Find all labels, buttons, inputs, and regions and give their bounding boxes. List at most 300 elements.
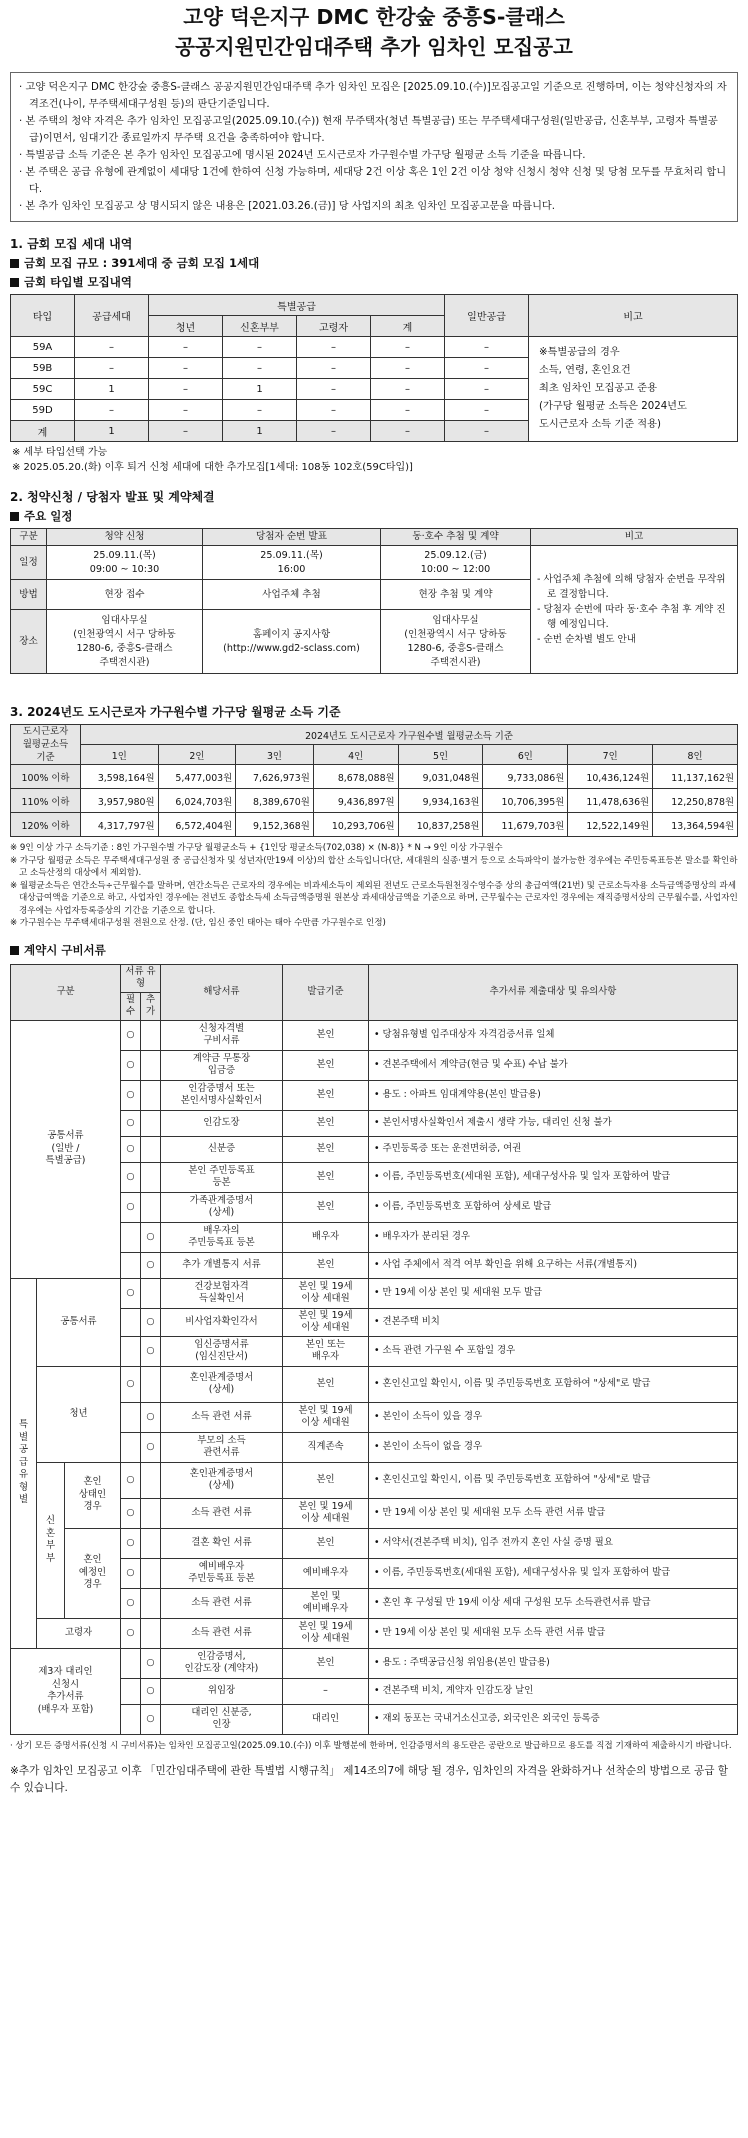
doc-line: 등본 bbox=[212, 1177, 231, 1188]
doc-name bbox=[161, 1402, 283, 1432]
note-line: ※ 가구원수는 무주택세대구성원 전원으로 산정. (단, 임신 중인 태아는 태아 수만큼 가구원수로 인정) bbox=[10, 918, 386, 928]
cell: 11,478,636원 bbox=[568, 789, 653, 813]
group-elderly bbox=[37, 1618, 121, 1648]
additional-mark: ○ bbox=[141, 1678, 161, 1704]
additional-mark bbox=[141, 1366, 161, 1402]
group-label: 유 bbox=[18, 1469, 29, 1481]
additional-mark bbox=[141, 1192, 161, 1222]
required-mark bbox=[121, 1704, 141, 1734]
doc-line: 소득 관련 서류 bbox=[191, 1410, 252, 1422]
issuer bbox=[283, 1020, 369, 1050]
doc-line: 인감증명서, bbox=[197, 1650, 246, 1662]
doc-line: 부모의 소득 bbox=[197, 1434, 246, 1446]
doc-name bbox=[161, 1528, 283, 1558]
corner-line: 월평균소득 bbox=[22, 739, 69, 750]
table-row bbox=[11, 1080, 738, 1110]
additional-mark: ○ bbox=[141, 1704, 161, 1734]
remark-cell bbox=[529, 337, 738, 442]
required-mark bbox=[121, 1308, 141, 1336]
doc-name bbox=[161, 1588, 283, 1618]
doc-note: • 본인서명사실확인서 제출시 생략 가능, 대리인 신청 불가 bbox=[369, 1110, 738, 1136]
issuer-line: – bbox=[323, 1684, 328, 1696]
footnote-text: · 상기 모든 증명서류(신청 시 구비서류)는 임차인 모집공고일(2025.09.10.(수)) 이후 발행분에 한하며, 인감증명서의 용도란은 공란으로 발급하므로 용도를 직접 기재하여 제출하시기 바랍니다. bbox=[10, 1740, 732, 1751]
group-label: 형 bbox=[18, 1481, 29, 1493]
issuer-line: 본인 또는 bbox=[305, 1338, 346, 1350]
additional-mark bbox=[141, 1020, 161, 1050]
cell: 현장 추첨 및 계약 bbox=[381, 580, 531, 610]
group-label: 공 bbox=[18, 1444, 29, 1456]
required-mark: ○ bbox=[121, 1366, 141, 1402]
group-label: 경우 bbox=[83, 1579, 102, 1591]
cell: 10,293,706원 bbox=[313, 813, 398, 837]
doc-line: 주민등록표 등본 bbox=[188, 1573, 255, 1584]
group-engaged bbox=[65, 1528, 121, 1618]
table-row bbox=[11, 1110, 738, 1136]
issuer-line: 이상 세대원 bbox=[301, 1417, 350, 1428]
cell-line: 1280-6, 중흥S-클래스 bbox=[407, 642, 504, 654]
cell: 계 bbox=[11, 421, 75, 442]
cell bbox=[203, 610, 381, 674]
col-announce: 당첨자 순번 발표 bbox=[203, 529, 381, 546]
cell: 4,317,797원 bbox=[81, 813, 159, 837]
doc-note: • 혼인신고일 확인시, 이름 및 주민등록번호 포함하여 "상세"로 발급 bbox=[369, 1366, 738, 1402]
required-mark bbox=[121, 1678, 141, 1704]
cell-line: 임대사무실 bbox=[432, 614, 479, 626]
cell: 1 bbox=[223, 379, 297, 400]
required-mark: ○ bbox=[121, 1278, 141, 1308]
remark-line: 도시근로자 소득 기준 적용) bbox=[539, 419, 661, 430]
doc-name bbox=[161, 1618, 283, 1648]
cell: 11,679,703원 bbox=[483, 813, 568, 837]
required-mark bbox=[121, 1222, 141, 1252]
additional-mark: ○ bbox=[141, 1336, 161, 1366]
doc-name bbox=[161, 1110, 283, 1136]
col-persons: 3인 bbox=[236, 745, 314, 765]
remark-line: - 당첨자 순번에 따라 동·호수 추첨 후 계약 진행 예정입니다. bbox=[537, 604, 726, 630]
doc-note: • 혼인신고일 확인시, 이름 및 주민등록번호 포함하여 "상세"로 발급 bbox=[369, 1462, 738, 1498]
remark-line: 최초 임차인 모집공고 준용 bbox=[539, 383, 657, 394]
required-mark bbox=[121, 1252, 141, 1278]
table-row bbox=[11, 1618, 738, 1648]
doc-line: 가족관계증명서 bbox=[189, 1194, 254, 1206]
col-public: 공급세대 bbox=[75, 295, 149, 337]
cell: 59B bbox=[11, 358, 75, 379]
table-row bbox=[11, 789, 738, 813]
doc-line: 신분증 bbox=[207, 1142, 236, 1154]
required-mark: ○ bbox=[121, 1528, 141, 1558]
doc-name bbox=[161, 1336, 283, 1366]
cell: 사업주체 추첨 bbox=[203, 580, 381, 610]
square-bullet-icon bbox=[10, 512, 19, 521]
doc-name bbox=[161, 1432, 283, 1462]
cell: – bbox=[149, 337, 223, 358]
cell: – bbox=[445, 379, 529, 400]
group-shared bbox=[37, 1278, 121, 1366]
cell: 9,733,086원 bbox=[483, 765, 568, 789]
issuer-line: 본인 bbox=[316, 1088, 335, 1100]
col-additional: 추가 bbox=[141, 992, 161, 1020]
col-remark: 비고 bbox=[531, 529, 738, 546]
doc-note: • 용도 : 아파트 임대계약용(본인 발급용) bbox=[369, 1080, 738, 1110]
doc-line: (임신진단서) bbox=[195, 1351, 248, 1362]
doc-line: (상세) bbox=[208, 1384, 235, 1395]
doc-note: • 만 19세 이상 본인 및 세대원 모두 소득 관련 서류 발급 bbox=[369, 1498, 738, 1528]
doc-line: 인감도장 (계약자) bbox=[184, 1663, 259, 1674]
issuer bbox=[283, 1222, 369, 1252]
final-note: ※추가 임차인 모집공고 이후 「민간임대주택에 관한 특별법 시행규칙」 제14조의7에 해당 될 경우, 임차인의 자격을 완화하거나 선착순의 방법으로 공급 할 수 있습니다. bbox=[10, 1764, 729, 1794]
doc-line: 본인 주민등록표 bbox=[188, 1164, 255, 1176]
additional-mark bbox=[141, 1278, 161, 1308]
issuer-line: 이상 세대원 bbox=[301, 1322, 350, 1333]
group-label: (일반 / bbox=[51, 1142, 80, 1154]
doc-line: 주민등록표 등본 bbox=[188, 1237, 255, 1248]
required-mark: ○ bbox=[121, 1020, 141, 1050]
cell: – bbox=[75, 337, 149, 358]
doc-name bbox=[161, 1136, 283, 1162]
issuer-line: 본인 및 19세 bbox=[298, 1404, 353, 1416]
required-mark: ○ bbox=[121, 1558, 141, 1588]
doc-line: (상세) bbox=[208, 1480, 235, 1491]
additional-mark bbox=[141, 1136, 161, 1162]
issuer-line: 배우자 bbox=[311, 1230, 340, 1242]
table-row bbox=[11, 1162, 738, 1192]
additional-mark: ○ bbox=[141, 1222, 161, 1252]
col-note: 추가서류 제출대상 및 유의사항 bbox=[369, 964, 738, 1020]
issuer-line: 이상 세대원 bbox=[301, 1513, 350, 1524]
doc-note: • 주민등록증 또는 운전면허증, 여권 bbox=[369, 1136, 738, 1162]
issuer-line: 본인 bbox=[316, 1536, 335, 1548]
doc-note: • 서약서(견본주택 비치), 입주 전까지 혼인 사실 증명 필요 bbox=[369, 1528, 738, 1558]
cell: – bbox=[149, 421, 223, 442]
col-persons: 7인 bbox=[568, 745, 653, 765]
doc-line: 비사업자확인각서 bbox=[185, 1315, 258, 1327]
notice-item: · 본 주택의 청약 자격은 추가 임차인 모집공고일(2025.09.10.(수)) 현재 무주택자(청년 특별공급) 또는 무주택세대구성원(일반공급, 신혼부부, 고령자 특별공급)이면서, 임대기간 종료일까지 무주택 요건을 충족하여야 합니다. bbox=[19, 116, 718, 144]
row-label: 110% 이하 bbox=[11, 789, 81, 813]
cell: – bbox=[149, 358, 223, 379]
issuer-line: 본인 bbox=[316, 1116, 335, 1128]
cell bbox=[203, 546, 381, 580]
issuer bbox=[283, 1110, 369, 1136]
doc-note: • 용도 : 주택공급신청 위임용(본인 발급용) bbox=[369, 1648, 738, 1678]
sub-text: 계약시 구비서류 bbox=[24, 942, 106, 957]
doc-line: 위임장 bbox=[207, 1684, 236, 1696]
cell: 9,436,897원 bbox=[313, 789, 398, 813]
issuer bbox=[283, 1648, 369, 1678]
section-1-scale bbox=[10, 255, 738, 271]
note-line: ※ 9인 이상 가구 소득기준 : 8인 가구원수별 가구당 월평균소득 + {1인당 평균소득(702,038) × (N-8)} * N → 9인 이상 가구원수 bbox=[10, 843, 503, 853]
group-label: 별 bbox=[18, 1431, 29, 1443]
group-label: (배우자 포함) bbox=[37, 1703, 94, 1715]
required-mark: ○ bbox=[121, 1110, 141, 1136]
note-line: ※ 월평균소득은 연간소득÷근무월수를 말하며, 연간소득은 근로자의 경우에는 비과세소득이 제외된 전년도 근로소득원천징수영수증 상의 총급여액(21번) 및 근로소득자용 소득금액증명상의 과세대상급여액을 기준으로 하고, 사업자인 경우에는 전년도 종합소득세 소득금액증명원 원본상 과세대상금액을 기준으로 하며, 근무월수는 근로자인 경우에는 재직증명서상의 근무월수를, 사업자인 경우에는 사업자등록증상의 기간을 기준으로 합니다. bbox=[10, 880, 738, 916]
cell: – bbox=[445, 400, 529, 421]
group-label: 신 bbox=[45, 1515, 56, 1526]
note-line: ※ 가구당 월평균 소득은 무주택세대구성원 중 공급신청자 및 성년자(만19세 이상)의 합산 소득입니다(단, 세대원의 실종·별거 등으로 소득파악이 불가능한 경우에는 주민등록표등본 말소를 확인하고 소득산정의 대상에서 제외함). bbox=[10, 855, 738, 878]
issuer bbox=[283, 1192, 369, 1222]
required-mark: ○ bbox=[121, 1498, 141, 1528]
additional-mark: ○ bbox=[141, 1648, 161, 1678]
issuer-line: 본인 bbox=[316, 1058, 335, 1070]
col-persons: 1인 bbox=[81, 745, 159, 765]
supply-table bbox=[10, 294, 738, 442]
col-division: 구분 bbox=[11, 529, 47, 546]
note-line: ※ 2025.05.20.(화) 이후 퇴거 신청 세대에 대한 추가모집[1세대: 108동 102호(59C타입)] bbox=[12, 462, 413, 473]
col-persons: 8인 bbox=[653, 745, 738, 765]
table-row bbox=[11, 1704, 738, 1734]
required-mark bbox=[121, 1336, 141, 1366]
cell-line: (인천광역시 서구 당하동 bbox=[73, 628, 176, 640]
col-contract: 동·호수 추첨 및 계약 bbox=[381, 529, 531, 546]
issuer bbox=[283, 1704, 369, 1734]
corner-line: 기준 bbox=[36, 752, 55, 763]
additional-mark bbox=[141, 1528, 161, 1558]
additional-mark bbox=[141, 1050, 161, 1080]
note-line: ※ 세부 타입선택 가능 bbox=[12, 447, 108, 458]
cell: 3,957,980원 bbox=[81, 789, 159, 813]
required-mark bbox=[121, 1402, 141, 1432]
issuer bbox=[283, 1618, 369, 1648]
issuer-line: 본인 및 19세 bbox=[298, 1280, 353, 1292]
doc-line: 대리인 신분증, bbox=[191, 1706, 252, 1718]
cell: – bbox=[371, 421, 445, 442]
issuer bbox=[283, 1252, 369, 1278]
notice-item: · 특별공급 소득 기준은 본 추가 임차인 모집공고에 명시된 2024년 도시근로자 가구원수별 가구당 월평균 소득 기준을 따릅니다. bbox=[19, 150, 586, 161]
issuer-line: 본인 bbox=[316, 1028, 335, 1040]
issuer bbox=[283, 1278, 369, 1308]
cell: – bbox=[297, 337, 371, 358]
notice-item: · 고양 덕은지구 DMC 한강숲 중흥S-클래스 공공지원민간임대주택 추가 임차인 모집은 [2025.09.10.(수)]모집공고일 기준으로 진행하며, 이는 청약신청자의 자격조건(나이, 무주택세대구성원 등)의 판단기준입니다. bbox=[19, 82, 727, 110]
cell-line: 임대사무실 bbox=[101, 614, 148, 626]
cell: – bbox=[223, 358, 297, 379]
group-label: 공통서류 bbox=[60, 1315, 97, 1327]
table-row bbox=[11, 1648, 738, 1678]
square-bullet-icon bbox=[10, 278, 19, 287]
cell: – bbox=[297, 421, 371, 442]
table-row bbox=[11, 1528, 738, 1558]
group-label: 신청시 bbox=[51, 1678, 80, 1690]
group-label: 공통서류 bbox=[47, 1130, 84, 1142]
doc-note: • 소득 관련 가구원 수 포함일 경우 bbox=[369, 1336, 738, 1366]
doc-line: 혼인관계증명서 bbox=[189, 1371, 254, 1383]
table-row bbox=[11, 813, 738, 837]
col-persons: 4인 bbox=[313, 745, 398, 765]
issuer bbox=[283, 1050, 369, 1080]
doc-name bbox=[161, 1162, 283, 1192]
cell: 12,522,149원 bbox=[568, 813, 653, 837]
cell: 7,626,973원 bbox=[236, 765, 314, 789]
remark-line: - 사업주체 추첨에 의해 당첨자 순번을 무작위로 결정합니다. bbox=[537, 574, 726, 600]
group-proxy bbox=[11, 1648, 121, 1734]
additional-mark bbox=[141, 1618, 161, 1648]
doc-name bbox=[161, 1648, 283, 1678]
required-mark: ○ bbox=[121, 1080, 141, 1110]
doc-note: • 당첨유형별 입주대상자 자격검증서류 일체 bbox=[369, 1020, 738, 1050]
table-row bbox=[11, 765, 738, 789]
doc-line: 예비배우자 bbox=[198, 1560, 245, 1572]
issuer bbox=[283, 1402, 369, 1432]
table-row bbox=[11, 1278, 738, 1308]
title-line-2: 공공지원민간임대주택 추가 임차인 모집공고 bbox=[175, 35, 573, 59]
table-row bbox=[11, 1020, 738, 1050]
sub-text: 금회 타입별 모집내역 bbox=[24, 275, 132, 289]
corner-cell bbox=[11, 725, 81, 765]
cell: – bbox=[75, 358, 149, 379]
cell: 9,031,048원 bbox=[398, 765, 483, 789]
notice-box bbox=[10, 72, 738, 222]
table-row bbox=[11, 1136, 738, 1162]
notice-item: · 본 추가 임차인 모집공고 상 명시되지 않은 내용은 [2021.03.26.(금)] 당 사업지의 최초 임차인 모집공고문을 따릅니다. bbox=[19, 201, 555, 212]
cell: 10,706,395원 bbox=[483, 789, 568, 813]
cell: – bbox=[297, 358, 371, 379]
row-label: 100% 이하 bbox=[11, 765, 81, 789]
additional-mark bbox=[141, 1558, 161, 1588]
doc-line: 본인서명사실확인서 bbox=[180, 1095, 263, 1106]
table-row bbox=[11, 1308, 738, 1336]
cell: 9,152,368원 bbox=[236, 813, 314, 837]
doc-line: 건강보험자격 bbox=[194, 1280, 249, 1292]
cell: 10,436,124원 bbox=[568, 765, 653, 789]
required-mark: ○ bbox=[121, 1136, 141, 1162]
group-label: 제3자 대리인 bbox=[38, 1666, 93, 1677]
doc-line: (상세) bbox=[208, 1207, 235, 1218]
cell: 12,250,878원 bbox=[653, 789, 738, 813]
doc-note: • 만 19세 이상 본인 및 세대원 모두 소득 관련 서류 발급 bbox=[369, 1618, 738, 1648]
remark-cell bbox=[531, 546, 738, 674]
group-label: 부 bbox=[45, 1552, 56, 1564]
doc-line: 입금증 bbox=[207, 1065, 236, 1076]
schedule-table bbox=[10, 528, 738, 674]
col-general: 일반공급 bbox=[445, 295, 529, 337]
doc-name bbox=[161, 1050, 283, 1080]
cell: – bbox=[149, 400, 223, 421]
doc-name bbox=[161, 1080, 283, 1110]
row-label: 방법 bbox=[11, 580, 47, 610]
col-division: 구분 bbox=[11, 964, 121, 1020]
cell: – bbox=[223, 337, 297, 358]
cell-line: 주택전시관) bbox=[99, 656, 150, 668]
issuer bbox=[283, 1588, 369, 1618]
table-row bbox=[11, 1678, 738, 1704]
section-4-sub bbox=[10, 942, 738, 958]
doc-line: 계약금 무통장 bbox=[192, 1052, 251, 1064]
section-4-footnote bbox=[10, 1740, 738, 1753]
issuer bbox=[283, 1336, 369, 1366]
cell: – bbox=[371, 379, 445, 400]
group-label: 특별공급) bbox=[45, 1155, 86, 1167]
col-persons: 6인 bbox=[483, 745, 568, 765]
cell: 9,934,163원 bbox=[398, 789, 483, 813]
cell-line: 25.09.11.(목) bbox=[260, 549, 323, 561]
required-mark bbox=[121, 1432, 141, 1462]
group-special bbox=[11, 1278, 37, 1648]
additional-mark: ○ bbox=[141, 1432, 161, 1462]
group-label: 상태인 bbox=[78, 1488, 107, 1500]
issuer bbox=[283, 1498, 369, 1528]
cell: 10,837,258원 bbox=[398, 813, 483, 837]
income-header: 2024년도 도시근로자 가구원수별 월평균소득 기준 bbox=[81, 725, 738, 745]
doc-line: 혼인관계증명서 bbox=[189, 1467, 254, 1479]
issuer bbox=[283, 1308, 369, 1336]
documents-body bbox=[11, 1020, 738, 1734]
cell: – bbox=[371, 337, 445, 358]
doc-note: • 본인이 소득이 있을 경우 bbox=[369, 1402, 738, 1432]
table-row bbox=[11, 1462, 738, 1498]
issuer-line: 본인 및 19세 bbox=[298, 1620, 353, 1632]
issuer bbox=[283, 1432, 369, 1462]
table-row bbox=[11, 337, 738, 358]
cell: – bbox=[75, 400, 149, 421]
issuer-line: 본인 및 bbox=[310, 1590, 341, 1602]
col-type: 타입 bbox=[11, 295, 75, 337]
doc-name bbox=[161, 1252, 283, 1278]
issuer bbox=[283, 1528, 369, 1558]
doc-line: 추가 개별통지 서류 bbox=[182, 1258, 261, 1270]
additional-mark bbox=[141, 1080, 161, 1110]
col-special: 특별공급 bbox=[149, 295, 445, 316]
group-label: 청년 bbox=[69, 1407, 88, 1419]
col-type: 서류 유형 bbox=[121, 964, 161, 992]
issuer bbox=[283, 1136, 369, 1162]
doc-line: 소득 관련 서류 bbox=[191, 1626, 252, 1638]
issuer bbox=[283, 1678, 369, 1704]
cell: 5,477,003원 bbox=[158, 765, 236, 789]
cell: – bbox=[371, 400, 445, 421]
cell-line: 09:00 ~ 10:30 bbox=[89, 563, 160, 575]
table-row bbox=[11, 1192, 738, 1222]
section-1-sub bbox=[10, 274, 738, 290]
cell: 59D bbox=[11, 400, 75, 421]
col-remark: 비고 bbox=[529, 295, 738, 337]
notice-item: · 본 주택은 공급 유형에 관계없이 세대당 1건에 한하여 신청 가능하며, 세대당 2건 이상 혹은 1인 2건 이상 청약 신청시 청약 신청 및 당첨 모두를 무효처리 합니다. bbox=[19, 167, 727, 195]
col-required: 필수 bbox=[121, 992, 141, 1020]
doc-note: • 배우자가 분리된 경우 bbox=[369, 1222, 738, 1252]
doc-name bbox=[161, 1558, 283, 1588]
issuer-line: 직계존속 bbox=[307, 1440, 344, 1452]
required-mark bbox=[121, 1648, 141, 1678]
section-3-heading: 3. 2024년도 도시근로자 가구원수별 가구당 월평균 소득 기준 bbox=[10, 705, 341, 719]
doc-note: • 혼인 후 구성될 만 19세 이상 세대 구성원 모두 소득관련서류 발급 bbox=[369, 1588, 738, 1618]
cell: 6,572,404원 bbox=[158, 813, 236, 837]
scale-text: 금회 모집 규모 : 391세대 중 금회 모집 1세대 bbox=[24, 256, 260, 270]
group-label: 추가서류 bbox=[47, 1691, 84, 1702]
additional-mark: ○ bbox=[141, 1402, 161, 1432]
doc-name bbox=[161, 1498, 283, 1528]
cell: 8,389,670원 bbox=[236, 789, 314, 813]
homepage-link[interactable]: (http://www.gd2-sclass.com) bbox=[223, 642, 360, 654]
issuer-line: 본인 bbox=[316, 1170, 335, 1182]
additional-mark bbox=[141, 1498, 161, 1528]
group-label: 특 bbox=[18, 1419, 29, 1431]
section-2-heading: 2. 청약신청 / 당첨자 발표 및 계약체결 bbox=[10, 490, 215, 504]
issuer-line: 배우자 bbox=[311, 1351, 340, 1362]
doc-line: 소득 관련 서류 bbox=[191, 1506, 252, 1518]
required-mark: ○ bbox=[121, 1462, 141, 1498]
group-label: 혼 bbox=[45, 1527, 56, 1539]
group-label: 혼인 bbox=[83, 1476, 102, 1488]
col-elderly: 고령자 bbox=[297, 316, 371, 337]
required-mark: ○ bbox=[121, 1588, 141, 1618]
doc-line: 인감도장 bbox=[203, 1116, 240, 1128]
cell bbox=[47, 610, 203, 674]
doc-note: • 본인이 소득이 없을 경우 bbox=[369, 1432, 738, 1462]
table-row bbox=[11, 1222, 738, 1252]
additional-mark bbox=[141, 1162, 161, 1192]
cell: – bbox=[297, 379, 371, 400]
required-mark: ○ bbox=[121, 1192, 141, 1222]
issuer-line: 예비배우자 bbox=[302, 1603, 349, 1614]
cell: – bbox=[371, 358, 445, 379]
issuer-line: 예비배우자 bbox=[302, 1566, 349, 1578]
